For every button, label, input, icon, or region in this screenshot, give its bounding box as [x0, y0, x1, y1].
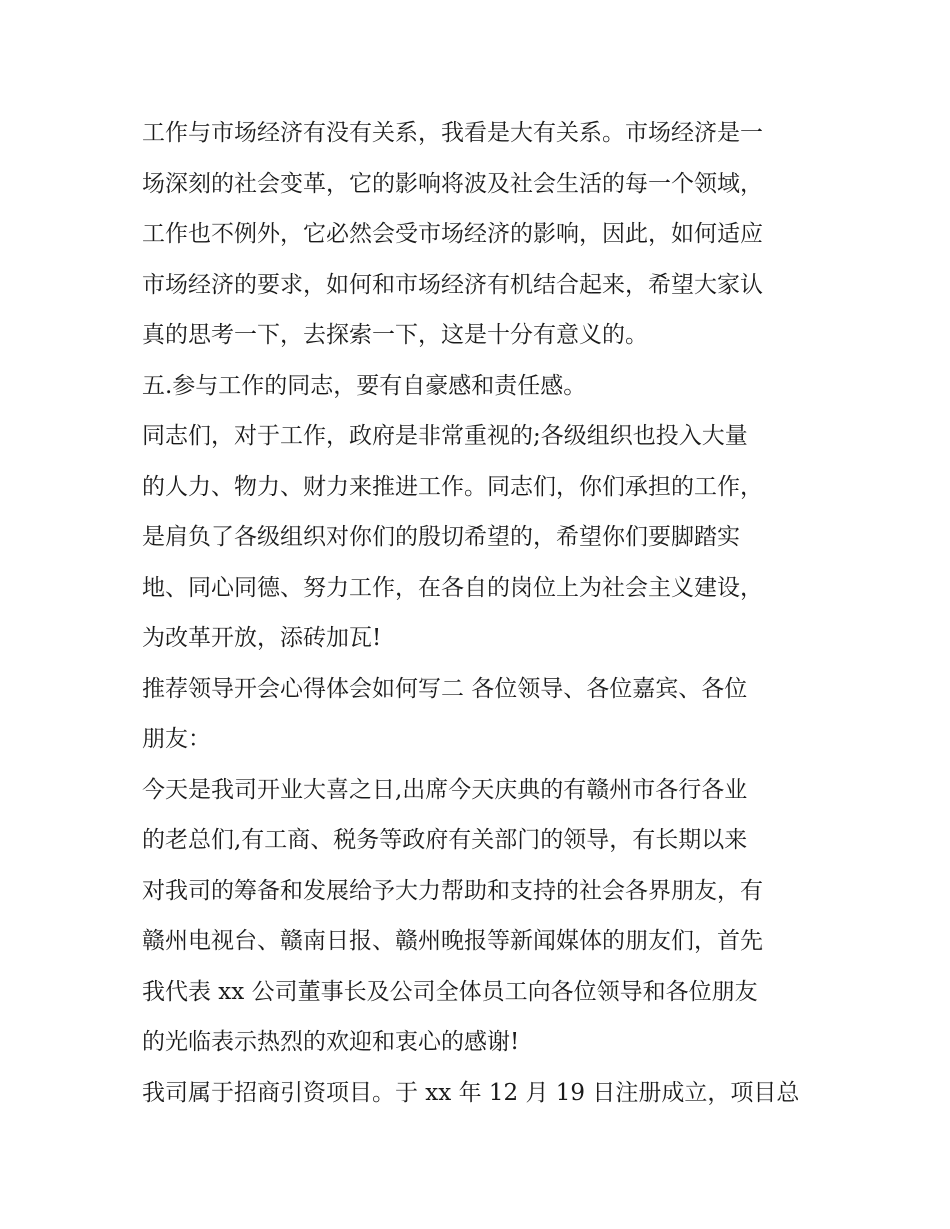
text-line: 同志们，对于工作，政府是非常重视的;各级组织也投入大量: [142, 423, 748, 449]
text-line: 对我司的筹备和发展给予大力帮助和支持的社会各界朋友，有: [142, 877, 763, 904]
paragraph-opening-ceremony: [142, 765, 822, 1068]
text-line: 我司属于招商引资项目。于 xx 年 12 月 19 日注册成立，项目总: [142, 1079, 800, 1106]
text-line: 朋友：: [142, 726, 211, 752]
paragraph-recommendation-greeting: [142, 664, 822, 765]
section-heading-five: [142, 361, 822, 412]
text-line: 工作与市场经济有没有关系，我看是大有关系。市场经济是一: [142, 120, 763, 146]
text-line: 工作也不例外，它必然会受市场经济的影响，因此，如何适应: [142, 221, 763, 247]
text-line: 我代表 xx 公司董事长及公司全体员工向各位领导和各位朋友: [142, 978, 758, 1005]
text-line: 是肩负了各级组织对你们的殷切希望的，希望你们要脚踏实: [142, 524, 740, 550]
text-line: 的光临表示热烈的欢迎和衷心的感谢!: [142, 1029, 520, 1055]
paragraph-comrades: [142, 411, 822, 664]
text-line: 地、同心同德、努力工作，在各自的岗位上为社会主义建设，: [142, 574, 763, 601]
text-line: 真的思考一下，去探索一下，这是十分有意义的。: [142, 322, 648, 348]
text-line: 场深刻的社会变革，它的影响将波及社会生活的每一个领域，: [142, 170, 763, 197]
heading-line: 五.参与工作的同志，要有自豪感和责任感。: [142, 372, 587, 399]
paragraph-market-economy: [142, 108, 822, 361]
document-body: [142, 108, 822, 1118]
text-line: 推荐领导开会心得体会如何写二 各位领导、各位嘉宾、各位: [142, 675, 748, 702]
text-line: 市场经济的要求，如何和市场经济有机结合起来，希望大家认: [142, 271, 763, 298]
text-line: 今天是我司开业大喜之日,出席今天庆典的有赣州市各行各业: [142, 776, 748, 803]
text-line: 的老总们,有工商、税务等政府有关部门的领导，有长期以来: [142, 827, 748, 853]
paragraph-investment-project: [142, 1068, 822, 1119]
text-line: 为改革开放，添砖加瓦!: [142, 625, 382, 651]
text-line: 的人力、物力、财力来推进工作。同志们，你们承担的工作，: [142, 473, 763, 500]
text-line: 赣州电视台、赣南日报、赣州晚报等新闻媒体的朋友们，首先: [142, 928, 763, 954]
